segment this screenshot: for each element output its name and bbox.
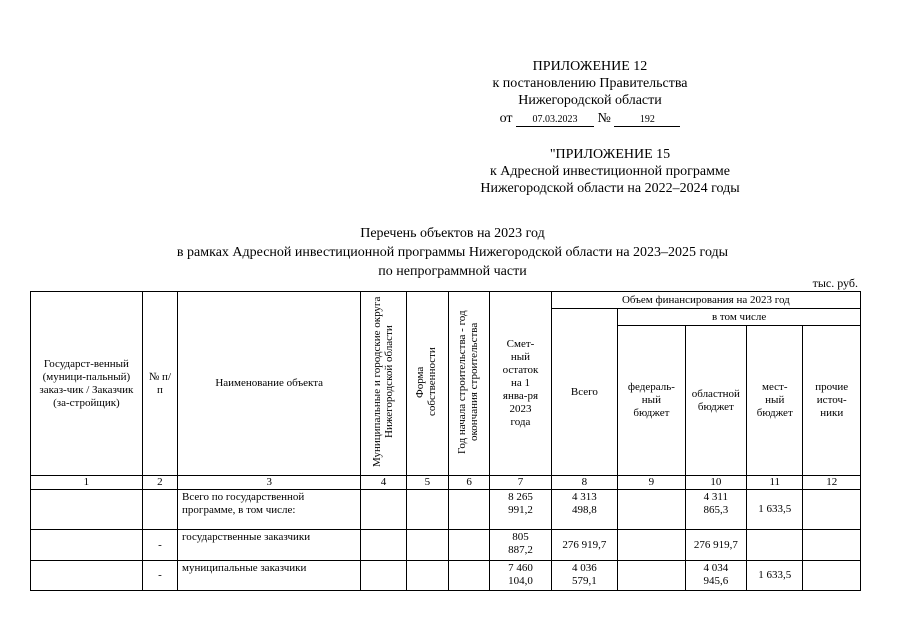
header-financing: Объем финансирования на 2023 год: [551, 292, 860, 309]
column-number: 9: [618, 476, 685, 490]
number-value: 192: [614, 114, 680, 127]
header-federal: федераль-ный бюджет: [618, 326, 685, 476]
appendix2-block: [440, 146, 780, 197]
cell-municipal: [361, 490, 406, 530]
title-line2: в рамках Адресной инвестиционной программы Нижегородской области на 2023–2025 годы: [176, 245, 729, 260]
number-prefix: №: [597, 111, 611, 126]
column-number: 11: [747, 476, 803, 490]
cell-estimate: 7 460 104,0: [490, 561, 551, 591]
column-number: 1: [31, 476, 143, 490]
cell-estimate: 8 265 991,2: [490, 490, 551, 530]
cell-other: [803, 561, 861, 591]
header-number: № п/п: [142, 292, 177, 476]
objects-table: [30, 291, 861, 591]
column-numbers-row: [31, 476, 861, 490]
appendix2-title: "ПРИЛОЖЕНИЕ 15: [549, 147, 671, 162]
cell-years: [448, 490, 489, 530]
header-object-name: Наименование объекта: [178, 292, 361, 476]
header-local: мест-ный бюджет: [747, 326, 803, 476]
header-municipal: Муниципальные и городские округа Нижегородской области: [361, 292, 406, 476]
cell-total: 4 313 498,8: [551, 490, 617, 530]
header-including: в том числе: [618, 309, 861, 326]
cell-number: -: [142, 561, 177, 591]
cell-local: [747, 530, 803, 561]
date-prefix: от: [499, 111, 513, 126]
cell-local: 1 633,5: [747, 561, 803, 591]
column-number: 10: [685, 476, 746, 490]
table-row: [31, 490, 861, 530]
appendix2-line3: Нижегородской области на 2022–2024 годы: [480, 181, 740, 196]
cell-number: [142, 490, 177, 530]
header-estimate: Смет-ный остаток на 1 янва-ря 2023 года: [490, 292, 551, 476]
column-number: 4: [361, 476, 406, 490]
header-years: Год начала строительства - год окончания строительства: [448, 292, 489, 476]
cell-years: [448, 561, 489, 591]
cell-other: [803, 530, 861, 561]
header-other: прочие источ-ники: [803, 326, 861, 476]
cell-municipal: [361, 561, 406, 591]
cell-object-name: Всего по государственной программе, в том числе:: [178, 490, 361, 530]
appendix-date-line: [480, 110, 700, 127]
cell-other: [803, 490, 861, 530]
appendix2-line2: к Адресной инвестиционной программе: [489, 164, 731, 179]
cell-estimate: 805 887,2: [490, 530, 551, 561]
cell-local: 1 633,5: [747, 490, 803, 530]
header-ownership: Форма собственности: [406, 292, 448, 476]
column-number: 6: [448, 476, 489, 490]
title-line1: Перечень объектов на 2023 год: [360, 226, 545, 241]
cell-total: 4 036 579,1: [551, 561, 617, 591]
column-number: 5: [406, 476, 448, 490]
table-row: [31, 561, 861, 591]
cell-ownership: [406, 530, 448, 561]
cell-total: 276 919,7: [551, 530, 617, 561]
cell-federal: [618, 561, 685, 591]
cell-years: [448, 530, 489, 561]
cell-customer: [31, 490, 143, 530]
cell-ownership: [406, 561, 448, 591]
column-number: 3: [178, 476, 361, 490]
cell-object-name: муниципальные заказчики: [178, 561, 361, 591]
header-total: Всего: [551, 309, 617, 476]
document-title: [100, 224, 805, 281]
units-label: тыс. руб.: [812, 276, 858, 290]
cell-number: -: [142, 530, 177, 561]
cell-object-name: государственные заказчики: [178, 530, 361, 561]
cell-federal: [618, 530, 685, 561]
appendix-line3: Нижегородской области: [518, 93, 662, 108]
cell-regional: 4 311 865,3: [685, 490, 746, 530]
column-number: 2: [142, 476, 177, 490]
cell-customer: [31, 530, 143, 561]
appendix-title: ПРИЛОЖЕНИЕ 12: [532, 59, 648, 74]
cell-municipal: [361, 530, 406, 561]
title-line3: по непрограммной части: [378, 264, 527, 279]
appendix-line2: к постановлению Правительства: [492, 76, 688, 91]
column-number: 8: [551, 476, 617, 490]
cell-federal: [618, 490, 685, 530]
table-row: [31, 530, 861, 561]
cell-customer: [31, 561, 143, 591]
header-customer: Государст-венный (муници-пальный) заказ-чик / Заказчик (за-стройщик): [31, 292, 143, 476]
date-value: 07.03.2023: [516, 114, 594, 127]
cell-regional: 4 034 945,6: [685, 561, 746, 591]
appendix-block: [480, 58, 700, 127]
column-number: 7: [490, 476, 551, 490]
header-regional: областной бюджет: [685, 326, 746, 476]
column-number: 12: [803, 476, 861, 490]
cell-ownership: [406, 490, 448, 530]
cell-regional: 276 919,7: [685, 530, 746, 561]
